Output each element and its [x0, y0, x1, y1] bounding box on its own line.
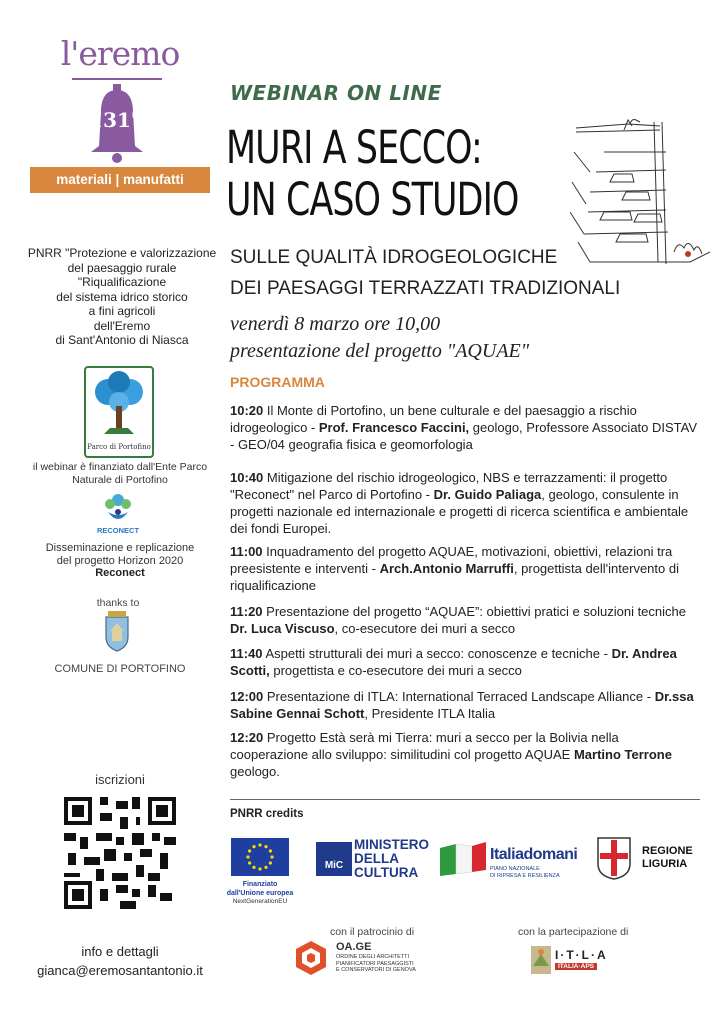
funding-line: Naturale di Portofino: [72, 473, 168, 486]
pnrr-line: PNRR "Protezione e valorizzazione: [27, 246, 217, 260]
program-desc: Progetto Està serà mi Tierra: muri a secco per la Bolivia nella cooperazione allo sviluppo: similitudini col progetto AQUAE: [230, 730, 619, 762]
credits-divider: [230, 799, 700, 800]
pnrr-line: di Sant'Antonio di Niasca: [55, 333, 189, 347]
program-time: 12:20: [230, 730, 264, 745]
eu-line: dall'Unione europea: [226, 889, 294, 897]
parco-label: Parco di Portofino: [87, 443, 151, 451]
program-item: [230, 469, 700, 537]
event-date: [230, 311, 529, 365]
reconect-dissemination: [20, 542, 220, 580]
program-time: 11:40: [230, 646, 263, 661]
program-role: , progettista dell'intervento di riqualificazione: [230, 561, 679, 593]
subtitle-line: SULLE QUALITÀ IDROGEOLOGICHE: [230, 247, 558, 268]
eu-line: Finanziato: [242, 881, 278, 888]
mic-logo: [316, 842, 352, 876]
mic-line: CULTURA: [354, 865, 419, 880]
program-role: , geologo, consulente in progetti nazionale ed internazionale e progetti di ricerca scientifica e ambientale dei fondi Europei.: [230, 487, 689, 536]
program-role: geologo, Professore Associato DISTAV - GEO/04 geografia fisica e geomorfologia: [230, 420, 698, 452]
eu-funding-label: [218, 881, 302, 907]
regione-liguria-name: [642, 845, 693, 871]
partecipazione-label: con la partecipazione di: [518, 926, 629, 938]
title-line: MURI A SECCO:: [226, 121, 482, 174]
qr-code-icon[interactable]: [64, 797, 176, 909]
mic-badge: MiC: [324, 860, 344, 871]
oage-line: E CONSERVATORI DI GENOVA: [336, 967, 416, 973]
program-desc: Il Monte di Portofino, un bene culturale e del paesaggio a rischio idrogeologico -: [230, 403, 637, 435]
pnrr-line: a fini agricoli: [88, 304, 156, 318]
email-link[interactable]: gianca@eremosantantonio.it: [37, 963, 203, 978]
program-item: [230, 603, 700, 637]
dissem-line: Disseminazione e replicazione: [45, 542, 195, 554]
subtitle-line: DEI PAESAGGI TERRAZZATI TRADIZIONALI: [230, 278, 621, 299]
brand-tagline: materiali | manufatti: [30, 167, 210, 193]
program-time: 12:00: [230, 689, 264, 704]
itla-name: I·T·L·A: [555, 948, 608, 962]
iscrizioni-label: iscrizioni: [95, 772, 145, 787]
oage-sub: [336, 954, 416, 974]
title-line: UN CASO STUDIO: [226, 173, 519, 226]
comune-label: COMUNE DI PORTOFINO: [54, 663, 186, 675]
oage-line: PIANIFICATORI PAESAGGISTI: [336, 960, 414, 967]
eu-line: NextGenerationEU: [232, 898, 288, 905]
brand-name: l'eremo: [60, 34, 180, 73]
italiadomani-line: PIANO NAZIONALE: [490, 866, 540, 872]
program-speaker: Martino Terrone: [573, 747, 672, 762]
liguria-line: REGIONE: [642, 845, 693, 857]
brand-divider: [72, 78, 162, 80]
program-desc: Presentazione del progetto “AQUAE”: obiettivi pratici e soluzioni tecniche: [262, 604, 686, 619]
program-item: [230, 688, 700, 722]
dissem-project: Reconect: [95, 567, 145, 579]
program-time: 10:40: [230, 470, 264, 485]
program-desc: Aspetti strutturali dei muri a secco: conoscenze e tecniche -: [262, 646, 612, 661]
pnrr-description: [22, 246, 222, 348]
funding-line: il webinar è finanziato dall'Ente Parco: [32, 461, 208, 473]
program-role: , Presidente ITLA Italia: [364, 706, 496, 721]
programma-heading: PROGRAMMA: [230, 374, 325, 390]
parco-funding: [20, 461, 220, 486]
oage-name: OA.GE: [336, 941, 372, 953]
program-speaker: Dr.ssa Sabine Gennai Schott: [230, 689, 694, 721]
subtitle: [230, 242, 620, 304]
program-time: 11:00: [230, 544, 263, 559]
eu-flag-icon: [231, 838, 289, 876]
mic-line: DELLA: [354, 851, 399, 866]
pnrr-line: dell'Eremo: [93, 318, 151, 333]
program-item: [230, 645, 700, 679]
reconect-logo-icon: [100, 490, 136, 526]
info-label: info e dettagli: [81, 944, 159, 959]
info-contact: [20, 942, 220, 980]
italiadomani-name: Italiadomani: [490, 846, 578, 863]
program-speaker: Dr. Luca Viscuso: [230, 621, 335, 636]
page-title: [226, 122, 519, 226]
date-line: presentazione del progetto "AQUAE": [230, 340, 530, 362]
program-time: 11:20: [230, 604, 263, 619]
italiadomani-sub: [490, 866, 560, 879]
oage-line: ORDINE DEGLI ARCHITETTI: [336, 954, 410, 960]
program-desc: Presentazione di ITLA: International Terraced Landscape Alliance -: [263, 689, 655, 704]
tree-icon: [86, 368, 152, 442]
program-speaker: Dr. Andrea Scotti,: [230, 646, 677, 678]
regione-liguria-crest-icon: [596, 836, 632, 880]
oage-logo-icon: [294, 940, 328, 976]
reconect-name: RECONECT: [96, 526, 140, 535]
brand-year: 1317: [89, 108, 145, 132]
program-desc: Inquadramento del progetto AQUAE, motivazioni, obiettivi, relazioni tra preesistente e interventi -: [230, 544, 673, 576]
ministero-cultura-name: [354, 838, 429, 880]
program-item: [230, 543, 700, 594]
program-time: 10:20: [230, 403, 264, 418]
dissem-line: del progetto Horizon 2020: [56, 554, 184, 567]
liguria-line: LIGURIA: [642, 858, 688, 870]
pnrr-line: "Riqualificazione: [77, 275, 167, 289]
pnrr-line: del paesaggio rurale: [67, 260, 177, 275]
program-speaker: Arch.Antonio Marruffi: [379, 561, 514, 576]
webinar-label: WEBINAR ON LINE: [230, 81, 442, 105]
program-item: [230, 402, 700, 453]
thanks-label: thanks to: [96, 597, 140, 609]
date-line: venerdì 8 marzo ore 10,00: [230, 313, 441, 335]
portofino-crest-icon: [102, 611, 132, 653]
program-role: , co-esecutore dei muri a secco: [334, 621, 516, 636]
italiadomani-line: DI RIPRESA E RESILIENZA: [490, 872, 560, 879]
patrocinio-label: con il patrocinio di: [330, 926, 415, 938]
program-item: [230, 729, 700, 780]
italian-flag-icon: [438, 840, 488, 878]
program-speaker: Dr. Guido Paliaga: [433, 487, 542, 502]
credits-heading: PNRR credits: [230, 808, 304, 820]
program-role: geologo.: [230, 764, 280, 779]
program-desc: Mitigazione del rischio idrogeologico, NBS e terrazzamenti: il progetto "Reconect" nel Parco di Portofino -: [230, 470, 668, 502]
pnrr-line: del sistema idrico storico: [56, 289, 188, 304]
mic-line: MINISTERO: [354, 837, 430, 852]
program-role: progettista e co-esecutore dei muri a secco: [269, 663, 522, 678]
program-speaker: Prof. Francesco Faccini,: [318, 420, 470, 435]
itla-sub: ITALIA·APS: [555, 963, 597, 970]
